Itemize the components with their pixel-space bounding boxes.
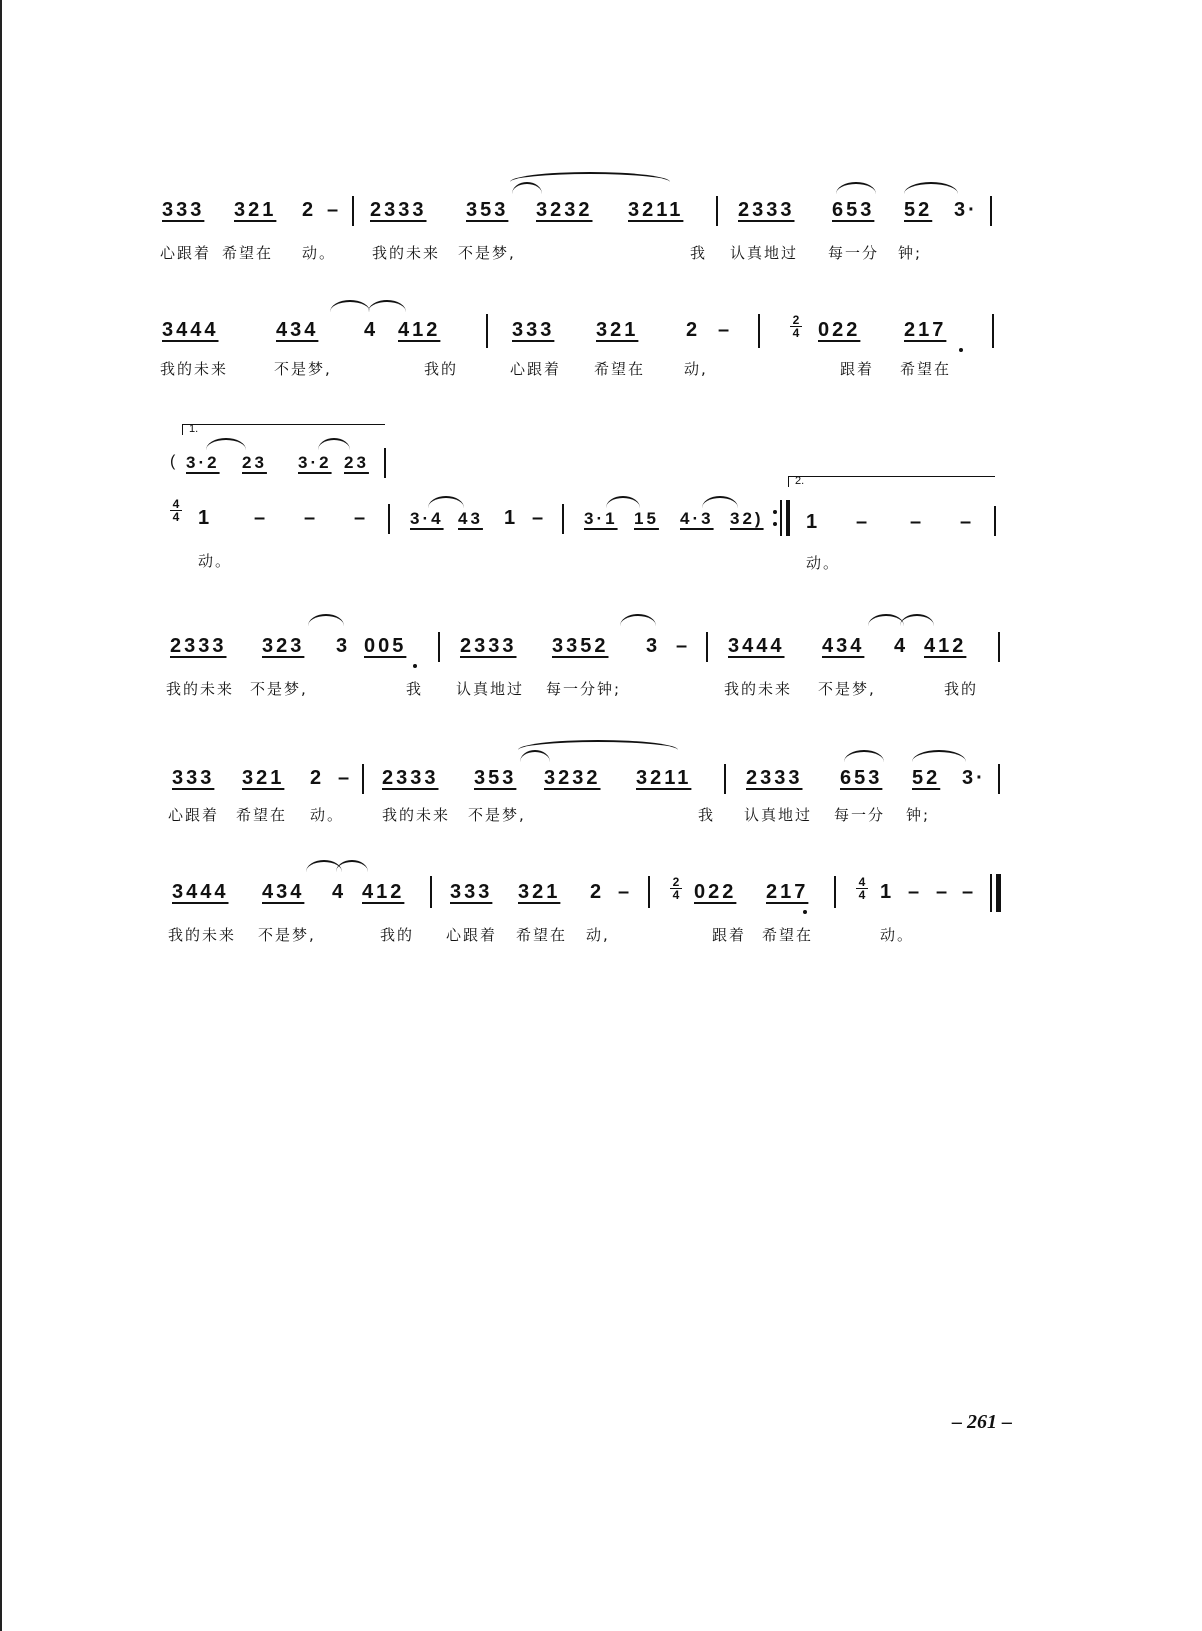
note-group: 321 bbox=[596, 319, 639, 341]
lyric: 我的未来 bbox=[166, 680, 235, 698]
barline bbox=[486, 314, 488, 348]
note-group: 52 bbox=[904, 199, 933, 221]
slur bbox=[512, 182, 542, 194]
slur bbox=[904, 182, 958, 194]
slur bbox=[912, 750, 966, 762]
lyric: 希望在 bbox=[762, 926, 814, 944]
note-group: 3 bbox=[336, 635, 351, 657]
note-group: 2 bbox=[590, 881, 605, 903]
triplet-slur bbox=[844, 750, 884, 762]
slur bbox=[318, 438, 350, 450]
note-group: – bbox=[254, 507, 269, 529]
barline bbox=[992, 314, 994, 348]
note-group: 3· bbox=[962, 767, 986, 789]
time-signature: 2 4 bbox=[790, 314, 802, 339]
barline bbox=[384, 448, 386, 478]
lyric: 希望在 bbox=[236, 806, 288, 824]
repeat-barline-thin bbox=[780, 500, 782, 536]
lyric: 我 bbox=[690, 244, 708, 262]
note-group: – bbox=[718, 319, 733, 341]
note-group: 333 bbox=[172, 767, 215, 789]
note-group: 2333 bbox=[170, 635, 227, 657]
lyric: 动。 bbox=[310, 806, 345, 824]
note-group: 1 bbox=[504, 507, 519, 529]
lyric: 我的 bbox=[944, 680, 979, 698]
lyric: 希望在 bbox=[900, 360, 952, 378]
note-group: 3232 bbox=[544, 767, 601, 789]
barline bbox=[994, 506, 996, 536]
barline bbox=[438, 632, 440, 662]
note-group: 3· bbox=[954, 199, 978, 221]
note-group: – bbox=[532, 507, 547, 529]
note-group: – bbox=[962, 881, 977, 903]
slur bbox=[868, 614, 904, 626]
note-group: 353 bbox=[474, 767, 517, 789]
lyric: 动。 bbox=[880, 926, 915, 944]
lyric: 每一分钟; bbox=[546, 680, 622, 698]
note-group: 434 bbox=[276, 319, 319, 341]
lyric: 认真地过 bbox=[456, 680, 525, 698]
lyric: 每一分 bbox=[834, 806, 886, 824]
note-group: – bbox=[936, 881, 951, 903]
lyric: 动。 bbox=[302, 244, 337, 262]
lyric: 每一分 bbox=[828, 244, 880, 262]
barline bbox=[758, 314, 760, 348]
slur bbox=[518, 740, 678, 750]
note-group: 4 bbox=[332, 881, 347, 903]
lyric: 心跟着 bbox=[160, 244, 212, 262]
lyric: 不是梦, bbox=[250, 680, 308, 698]
low-octave-dot bbox=[959, 348, 963, 352]
note-group: 4 bbox=[894, 635, 909, 657]
time-signature: 4 4 bbox=[170, 498, 182, 523]
note-group: 52 bbox=[912, 767, 941, 789]
repeat-dot bbox=[773, 522, 777, 526]
note-group: 005 bbox=[364, 635, 407, 657]
lyric: 心跟着 bbox=[168, 806, 220, 824]
note-group: 3·2 bbox=[186, 453, 220, 472]
note-group: 2 bbox=[302, 199, 317, 221]
note-group: 2 bbox=[686, 319, 701, 341]
lyric: 我 bbox=[698, 806, 716, 824]
barline bbox=[706, 632, 708, 662]
final-barline-thin bbox=[990, 874, 992, 912]
lyric: 希望在 bbox=[222, 244, 274, 262]
note-group: 2333 bbox=[746, 767, 803, 789]
note-group: 1 bbox=[880, 881, 895, 903]
slur bbox=[620, 614, 656, 626]
barline bbox=[998, 632, 1000, 662]
note-group: 23 bbox=[344, 453, 369, 472]
note-group: 217 bbox=[766, 881, 809, 903]
barline bbox=[716, 196, 718, 226]
lyric: 不是梦, bbox=[458, 244, 516, 262]
note-group: 653 bbox=[832, 199, 875, 221]
note-group: 2333 bbox=[460, 635, 517, 657]
barline bbox=[834, 876, 836, 908]
note-group: 3352 bbox=[552, 635, 609, 657]
first-ending-bracket: 1. bbox=[182, 424, 385, 435]
lyric: 钟; bbox=[906, 806, 931, 824]
barline bbox=[724, 764, 726, 794]
note-group: 412 bbox=[362, 881, 405, 903]
page-number: – 261 – bbox=[952, 1411, 1012, 1433]
barline bbox=[388, 504, 390, 534]
note-group: 2333 bbox=[370, 199, 427, 221]
note-group: 217 bbox=[904, 319, 947, 341]
note-group: 23 bbox=[242, 453, 267, 472]
note-group: – bbox=[618, 881, 633, 903]
slur bbox=[368, 300, 406, 312]
note-group: 434 bbox=[262, 881, 305, 903]
note-group: 323 bbox=[262, 635, 305, 657]
lyric: 希望在 bbox=[516, 926, 568, 944]
slur bbox=[428, 496, 464, 508]
note-group: – bbox=[354, 507, 369, 529]
note-group: 3·2 bbox=[298, 453, 332, 472]
low-octave-dot bbox=[413, 664, 417, 668]
note-group: 3 bbox=[646, 635, 661, 657]
lyric: 我的 bbox=[380, 926, 415, 944]
note-group: 3444 bbox=[728, 635, 785, 657]
note-group: 3211 bbox=[636, 767, 692, 789]
lyric: 跟着 bbox=[712, 926, 747, 944]
lyric: 动。 bbox=[198, 552, 233, 570]
slur bbox=[336, 860, 368, 872]
note-group: 434 bbox=[822, 635, 865, 657]
time-signature: 2 4 bbox=[670, 876, 682, 901]
note-group: 3·4 bbox=[410, 509, 444, 528]
time-signature: 4 4 bbox=[856, 876, 868, 901]
lyric: 跟着 bbox=[840, 360, 875, 378]
note-group: 1 bbox=[198, 507, 213, 529]
note-group: – bbox=[856, 511, 871, 533]
note-group: 412 bbox=[924, 635, 967, 657]
low-octave-dot bbox=[803, 910, 807, 914]
slur bbox=[330, 300, 370, 312]
note-group: 022 bbox=[818, 319, 861, 341]
note-group: 15 bbox=[634, 509, 659, 528]
lyric: 我 bbox=[406, 680, 424, 698]
note-group: 321 bbox=[242, 767, 285, 789]
triplet-slur bbox=[836, 182, 876, 194]
lyric: 认真地过 bbox=[744, 806, 813, 824]
lyric: 动。 bbox=[806, 554, 841, 572]
note-group: 321 bbox=[234, 199, 277, 221]
barline bbox=[352, 196, 354, 226]
slur bbox=[900, 614, 934, 626]
note-group: 4·3 bbox=[680, 509, 714, 528]
lyric: 动, bbox=[684, 360, 708, 378]
note-group: 43 bbox=[458, 509, 483, 528]
note-group: – bbox=[960, 511, 975, 533]
note-group: – bbox=[304, 507, 319, 529]
lyric: 不是梦, bbox=[818, 680, 876, 698]
page-edge bbox=[0, 0, 2, 1631]
barline bbox=[430, 876, 432, 908]
note-group: – bbox=[910, 511, 925, 533]
lyric: 认真地过 bbox=[730, 244, 799, 262]
note-group: – bbox=[338, 767, 353, 789]
paren: ( bbox=[170, 453, 179, 470]
barline bbox=[562, 504, 564, 534]
note-group: – bbox=[908, 881, 923, 903]
note-group: 333 bbox=[162, 199, 205, 221]
note-group: 022 bbox=[694, 881, 737, 903]
note-group: 3·1 bbox=[584, 509, 618, 528]
note-group: 2333 bbox=[738, 199, 795, 221]
note-group: 3444 bbox=[162, 319, 219, 341]
note-group: 3444 bbox=[172, 881, 229, 903]
repeat-dot bbox=[773, 510, 777, 514]
lyric: 我的 bbox=[424, 360, 459, 378]
lyric: 希望在 bbox=[594, 360, 646, 378]
note-group: 4 bbox=[364, 319, 379, 341]
lyric: 不是梦, bbox=[274, 360, 332, 378]
slur bbox=[206, 438, 246, 450]
lyric: 不是梦, bbox=[468, 806, 526, 824]
note-group: 3232 bbox=[536, 199, 593, 221]
note-group: 2 bbox=[310, 767, 325, 789]
note-group: – bbox=[676, 635, 691, 657]
note-group: 2333 bbox=[382, 767, 439, 789]
note-group: 333 bbox=[512, 319, 555, 341]
lyric: 我的未来 bbox=[382, 806, 451, 824]
barline bbox=[362, 764, 364, 794]
slur bbox=[520, 750, 550, 762]
lyric: 不是梦, bbox=[258, 926, 316, 944]
slur bbox=[606, 496, 640, 508]
slur bbox=[510, 172, 670, 182]
lyric: 我的未来 bbox=[372, 244, 441, 262]
note-group: 353 bbox=[466, 199, 509, 221]
lyric: 动, bbox=[586, 926, 610, 944]
repeat-barline-thick bbox=[786, 500, 790, 536]
note-group: – bbox=[327, 199, 342, 221]
note-group: 1 bbox=[806, 511, 821, 533]
slur bbox=[308, 614, 344, 626]
final-barline-thick bbox=[996, 874, 1001, 912]
note-group: 653 bbox=[840, 767, 883, 789]
lyric: 心跟着 bbox=[510, 360, 562, 378]
note-group: 3211 bbox=[628, 199, 684, 221]
lyric: 我的未来 bbox=[168, 926, 237, 944]
lyric: 我的未来 bbox=[160, 360, 229, 378]
barline bbox=[998, 764, 1000, 794]
note-group: 412 bbox=[398, 319, 441, 341]
note-group: 321 bbox=[518, 881, 561, 903]
lyric: 钟; bbox=[898, 244, 923, 262]
slur bbox=[702, 496, 738, 508]
barline bbox=[990, 196, 992, 226]
lyric: 心跟着 bbox=[446, 926, 498, 944]
barline bbox=[648, 876, 650, 908]
second-ending-bracket: 2. bbox=[788, 476, 995, 487]
note-group: 32) bbox=[730, 509, 764, 528]
lyric: 我的未来 bbox=[724, 680, 793, 698]
note-group: 333 bbox=[450, 881, 493, 903]
